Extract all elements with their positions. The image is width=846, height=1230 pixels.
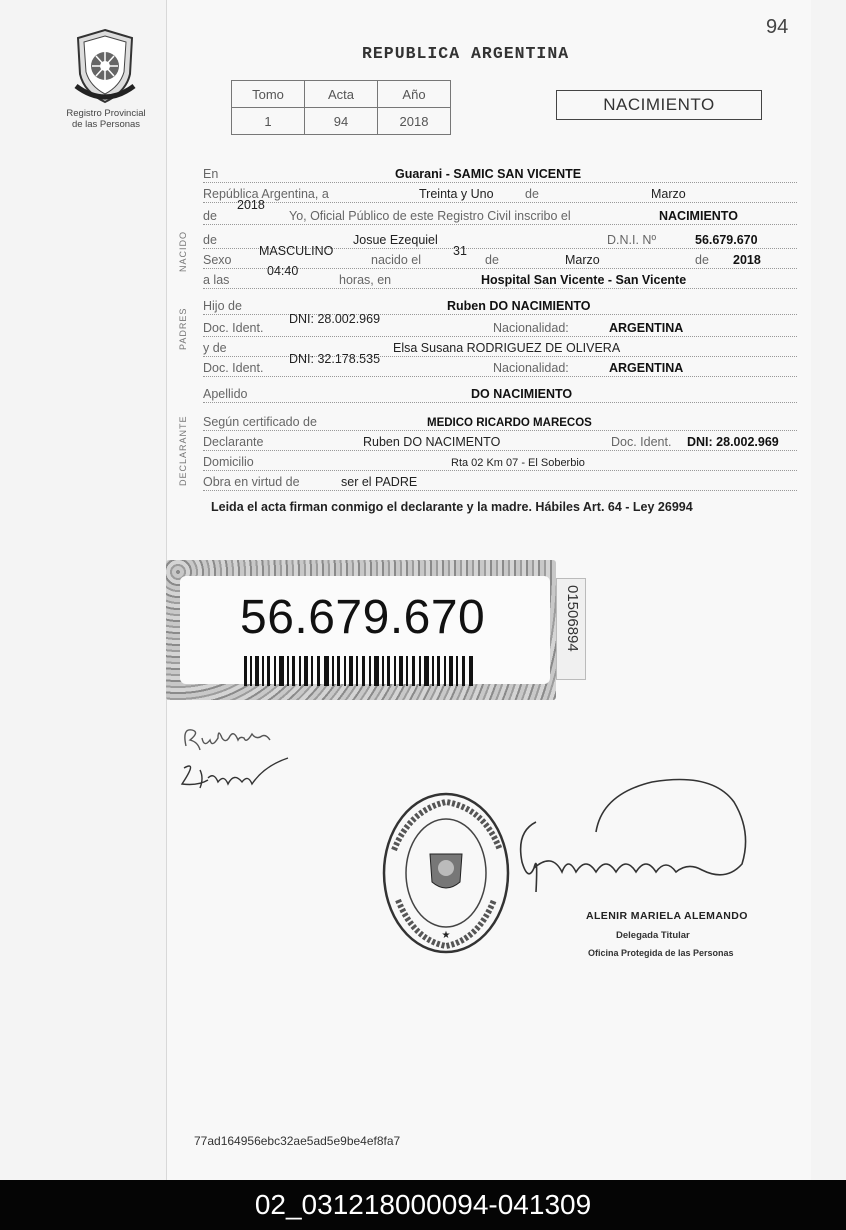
- row-obra: Obra en virtud de ser el PADRE: [203, 470, 797, 491]
- row-madre-doc: Doc. Ident. DNI: 32.178.535 Nacionalidad: ARGENTINA: [203, 356, 797, 377]
- lugar-inscripcion-value: Guarani - SAMIC SAN VICENTE: [395, 167, 582, 181]
- page-number: 94: [766, 16, 789, 38]
- sticker-serial: 01506894: [564, 585, 581, 652]
- document-title: REPUBLICA ARGENTINA: [362, 44, 570, 63]
- province-coat-of-arms-icon: [70, 26, 140, 106]
- official-signature-icon: [512, 772, 752, 922]
- row-hora-lugar: a las 04:40 horas, en Hospital San Vicente - San Vicente: [203, 268, 797, 289]
- side-label-padres: PADRES: [178, 307, 188, 350]
- sticker-dni-number: 56.679.670: [240, 591, 486, 644]
- logo-caption: Registro Provincial de las Personas: [66, 108, 146, 130]
- row-padre: Hijo de Ruben DO NACIMIENTO: [203, 294, 797, 315]
- tomo-value: 1: [232, 108, 305, 135]
- row-nombre: de Josue Ezequiel D.N.I. Nº 56.679.670: [203, 228, 797, 249]
- row-lugar-inscripcion: En Guarani - SAMIC SAN VICENTE: [203, 162, 797, 183]
- row-madre: y de Elsa Susana RODRIGUEZ DE OLIVERA: [203, 336, 797, 357]
- closing-statement: Leida el acta firman conmigo el declarante y la madre. Hábiles Art. 64 - Ley 26994: [211, 500, 693, 514]
- footer-document-code: 02_031218000094-041309: [0, 1180, 846, 1230]
- side-label-declarante: DECLARANTE: [178, 415, 188, 486]
- official-stamp-icon: [380, 790, 512, 956]
- svg-text:★: ★: [441, 930, 451, 941]
- official-name: ALENIR MARIELA ALEMANDO: [586, 910, 748, 922]
- dni-sticker: [166, 560, 556, 700]
- official-role: Delegada Titular: [616, 930, 690, 941]
- handwritten-signatures-icon: [178, 718, 298, 798]
- side-label-nacido: NACIDO: [178, 230, 188, 272]
- acta-value: 94: [305, 108, 378, 135]
- official-office: Oficina Protegida de las Personas: [588, 948, 734, 958]
- row-sexo-fecha: Sexo MASCULINO nacido el 31 de Marzo de 2018: [203, 248, 797, 269]
- document-hash: 77ad164956ebc32ae5ad5e9be4ef8fa7: [194, 1134, 401, 1148]
- registry-table: [231, 80, 451, 135]
- acta-header: Acta: [305, 81, 378, 108]
- sticker-serial-tab: [556, 578, 586, 680]
- act-type-box: NACIMIENTO: [556, 90, 762, 120]
- tomo-header: Tomo: [232, 81, 305, 108]
- row-padre-doc: Doc. Ident. DNI: 28.002.969 Nacionalidad: ARGENTINA: [203, 316, 797, 337]
- row-certificado: Según certificado de MEDICO RICARDO MARECOS: [203, 410, 797, 431]
- anio-header: Año: [378, 81, 451, 108]
- barcode-icon: [244, 656, 474, 686]
- row-apellido: Apellido DO NACIMIENTO: [203, 382, 797, 403]
- anio-value: 2018: [378, 108, 451, 135]
- row-fecha-letras: República Argentina, a Treinta y Uno de Marzo: [203, 182, 797, 203]
- row-inscripcion: de 2018 Yo, Oficial Público de este Registro Civil inscribo el NACIMIENTO: [203, 204, 797, 225]
- row-domicilio: Domicilio Rta 02 Km 07 - El Soberbio: [203, 450, 797, 471]
- row-declarante: Declarante Ruben DO NACIMENTO Doc. Ident. DNI: 28.002.969: [203, 430, 797, 451]
